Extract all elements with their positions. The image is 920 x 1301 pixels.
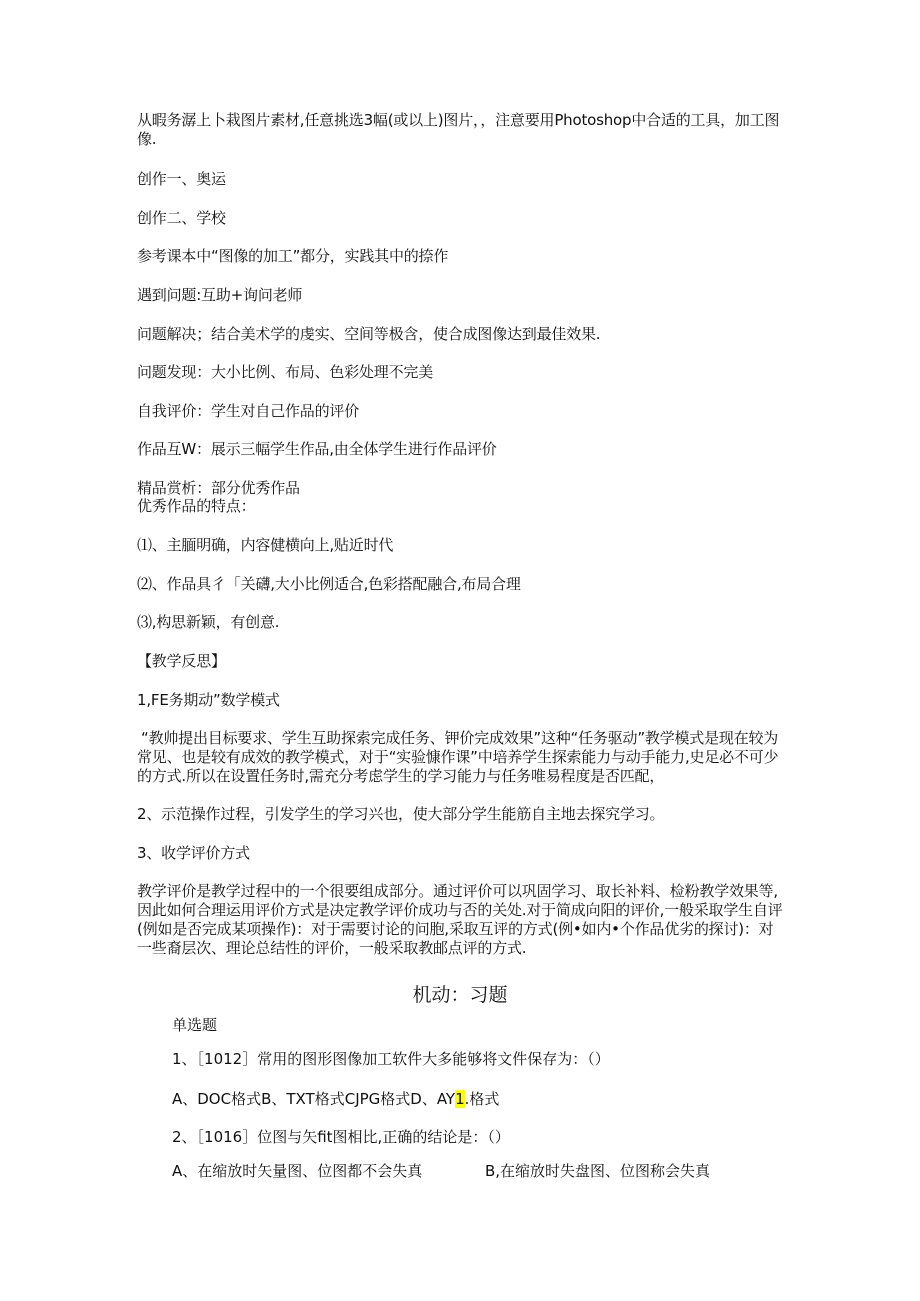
highlighted-char: 1: [455, 1090, 465, 1108]
paragraph-reflection-1-body: “教帅提出目标要求、学生互助探索完成任务、钾价完成效果”这种“任务驱动”教学模式是现在较为常见、也是较有成效的教学模式，对于“实验慷作课”中培养学生探索能力与动手能力,史足必不可少的方式.所以在设置任务时,需充分考虑学生的学习能力与任务唯易程度是否匹配，: [137, 729, 779, 785]
question-2-option-b: B,在缩放时失盘图、位图称会失真: [485, 1162, 711, 1180]
paragraph-creation-2: 创作二、学校: [137, 209, 226, 227]
paragraph-feature-2: ⑵、作品具彳「关礴,大小比例适合,色彩搭配融合,布局合理: [137, 575, 521, 593]
question-1-options-suffix: .格式: [464, 1090, 500, 1108]
paragraph-reflection-3: 3、收学评价方式: [137, 844, 250, 862]
paragraph-evaluation-body: 教学评价是教学过程中的一个很要组成部分。通过评价可以巩固学习、取长补料、检粉教学效果等,因此如何合理运用评价方式是决定教学评价成功与否的关处.对于简成向阳的评价,一般采取学生自评(例如是否完成某项操作)：对于需要讨论的问胞,采取互评的方式(例•如内•个作品优劣的探讨)：对一些裔层次、理论总结性的评价，一般采取教邮点评的方式.: [137, 882, 783, 957]
paragraph-reflection-2: 2、示范操作过程，引发学生的学习兴也，使大部分学生能筋自主地去探究学习。: [137, 805, 665, 823]
question-2: 2、［1016］位图与矢fit图相比,正确的结论是：（）: [172, 1128, 510, 1146]
paragraph-feature-1: ⑴、主腼明确，内容健横向上,贴近时代: [137, 536, 394, 554]
paragraph-problem-solve: 问题解决；结合美术学的虔实、空间等极含，使合成图像达到最佳效果.: [137, 325, 601, 343]
paragraph-task-intro: 从暇务潺上卜栽图片素材,任意挑选3幅(或以上)图片，，注意要用Photoshop中合适的工具，加工图像.: [137, 111, 780, 148]
paragraph-problem-met: 遇到问题:互助+询问老师: [137, 286, 303, 304]
paragraph-reflection-1: 1,FE务期动”数学模式: [137, 691, 280, 709]
question-2-option-a: A、在缩放时矢量图、位图都不会失真: [172, 1162, 423, 1180]
paragraph-self-eval: 自我评价：学生对自己作品的评价: [137, 402, 360, 420]
question-1-options-text: A、DOC格式B、TXT格式CJPG格式D、AY: [172, 1090, 456, 1108]
paragraph-feature-3: ⑶,构思新颖，有创意.: [137, 613, 280, 631]
exercise-section-label: 单选题: [172, 1016, 218, 1034]
paragraph-showcase: 精品赏析：部分优秀作品: [137, 479, 300, 497]
exercise-title: 机动：习题: [412, 984, 508, 1006]
paragraph-features-heading: 优秀作品的特点：: [137, 497, 256, 515]
question-1: 1、［1012］常用的图形图像加工软件大多能够将文件保存为：（）: [172, 1050, 610, 1068]
section-heading-reflection: 【教学反思】: [137, 652, 226, 670]
paragraph-reference: 参考课本中“图像的加工”都分，实践其中的捺作: [137, 247, 449, 265]
question-1-options: [172, 1090, 792, 1109]
paragraph-creation-1: 创作一、奥运: [137, 170, 226, 188]
paragraph-peer-eval: 作品互W：展示三幅学生作品,由全体学生进行作品评价: [137, 440, 497, 458]
paragraph-problem-found: 问题发现：大小比例、布局、色彩处理不完美: [137, 363, 434, 381]
